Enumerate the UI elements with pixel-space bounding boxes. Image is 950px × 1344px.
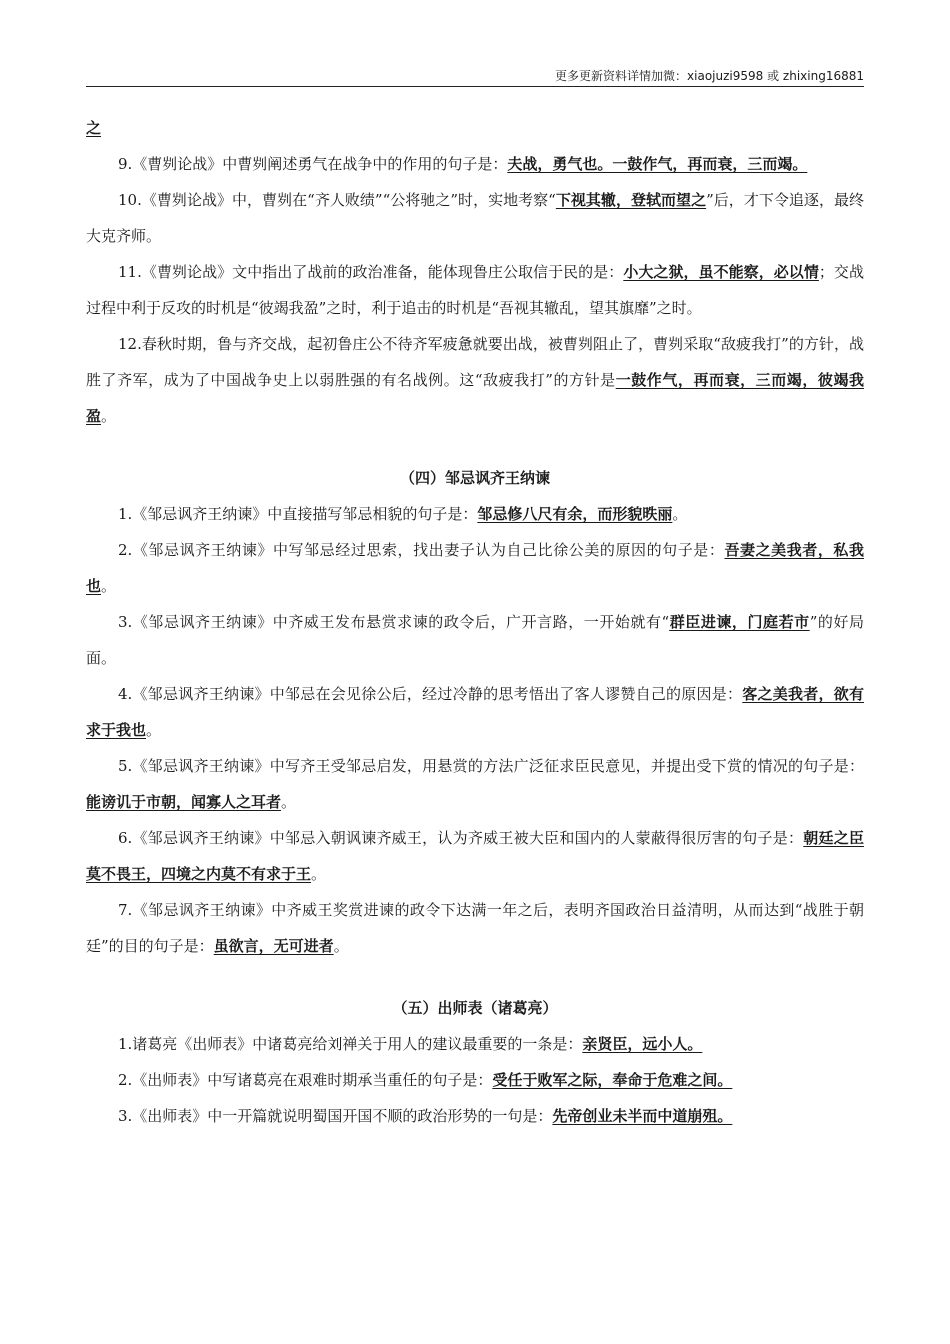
answer-text: 能谤讥于市朝，闻寡人之耳者 [86, 793, 282, 811]
answer-text: 虽欲言，无可进者 [213, 937, 334, 955]
question-item [86, 182, 864, 254]
question-text: 2.《邹忌讽齐王纳谏》中写邹忌经过思索，找出妻子认为自己比徐公美的原因的句子是： [118, 541, 725, 559]
question-text: 11.《曹刿论战》文中指出了战前的政治准备，能体现鲁庄公取信于民的是： [118, 263, 624, 281]
question-item [86, 1098, 864, 1134]
question-item [86, 748, 864, 820]
question-text: 10.《曹刿论战》中，曹刿在“齐人败绩”“公将驰之”时，实地考察“ [118, 191, 556, 209]
question-text: 12.春秋时期，鲁与齐交战，起初鲁庄公不待齐军疲惫就要出战，被曹刿阻止了，曹刿采取“敌疲我打”的方针，战胜了齐军，成为了中国战争史上以弱胜强的有名战例。这“敌疲我打”的方针是 [86, 335, 864, 389]
question-text: 1.《邹忌讽齐王纳谏》中直接描写邹忌相貌的句子是： [118, 505, 478, 523]
page-header [86, 68, 864, 87]
question-text-tail: 。 [311, 865, 327, 883]
question-text: 7.《邹忌讽齐王纳谏》中齐威王奖赏进谏的政令下达满一年之后，表明齐国政治日益清明，从而达到“战胜于朝廷”的目的句子是： [86, 901, 864, 955]
question-text-tail: ”后，才下令追逐，最终大克齐师。 [86, 191, 864, 245]
question-item [86, 326, 864, 434]
question-item [86, 110, 864, 146]
question-text-tail: 。 [146, 721, 162, 739]
answer-text: 受任于败军之际，奉命于危难之间。 [492, 1071, 733, 1089]
zouji-items [86, 496, 864, 964]
question-item [86, 820, 864, 892]
question-text-tail: ”的好局面。 [86, 613, 865, 667]
answer-text: 之 [86, 119, 102, 137]
answer-text: 夫战，勇气也。一鼓作气，再而衰，三而竭。 [507, 155, 808, 173]
question-text-tail: 。 [672, 505, 688, 523]
header-contact-text: 更多更新资料详情加微：xiaojuzi9598 或 zhixing16881 [555, 69, 864, 83]
answer-text: 吾妻之美我者，私我也 [86, 541, 864, 595]
question-text: 9.《曹刿论战》中曹刿阐述勇气在战争中的作用的句子是： [118, 155, 508, 173]
question-text-tail: 。 [281, 793, 297, 811]
question-text: 3.《出师表》中一开篇就说明蜀国开国不顺的政治形势的一句是： [118, 1107, 553, 1125]
question-text-tail: ；交战过程中利于反攻的时机是“彼竭我盈”之时，利于追击的时机是“吾视其辙乱，望其旗靡”之时。 [86, 263, 864, 317]
answer-text: 朝廷之臣莫不畏王，四境之内莫不有求于王 [86, 829, 864, 883]
section-title-zouji: （四）邹忌讽齐王纳谏 [399, 469, 550, 487]
answer-text: 群臣进谏，门庭若市 [669, 613, 810, 631]
question-text: 3.《邹忌讽齐王纳谏》中齐威王发布悬赏求谏的政令后，广开言路，一开始就有“ [118, 613, 670, 631]
question-item [86, 604, 864, 676]
question-item [86, 496, 864, 532]
question-item [86, 1062, 864, 1098]
answer-text: 亲贤臣，远小人。 [582, 1035, 703, 1053]
cao-gui-items [86, 110, 864, 434]
answer-text: 客之美我者，欲有求于我也 [86, 685, 864, 739]
question-item [86, 532, 864, 604]
document-body [86, 110, 864, 1134]
answer-text: 邹忌修八尺有余，而形貌昳丽 [477, 505, 673, 523]
question-text-tail: 。 [101, 577, 117, 595]
question-item [86, 1026, 864, 1062]
question-text: 2.《出师表》中写诸葛亮在艰难时期承当重任的句子是： [118, 1071, 493, 1089]
question-item [86, 892, 864, 964]
answer-text: 一鼓作气，再而衰，三而竭，彼竭我盈 [86, 371, 864, 425]
question-item [86, 254, 864, 326]
question-text: 5.《邹忌讽齐王纳谏》中写齐王受邹忌启发，用悬赏的方法广泛征求臣民意见，并提出受下赏的情况的句子是： [118, 757, 864, 775]
question-text: 1.诸葛亮《出师表》中诸葛亮给刘禅关于用人的建议最重要的一条是： [118, 1035, 583, 1053]
answer-text: 下视其辙，登轼而望之 [555, 191, 707, 209]
question-text-tail: 。 [333, 937, 349, 955]
chushibiao-items [86, 1026, 864, 1134]
section-title-chushibiao: （五）出师表（诸葛亮） [392, 999, 558, 1017]
question-item [86, 676, 864, 748]
answer-text: 小大之狱，虽不能察，必以情 [623, 263, 819, 281]
question-item [86, 146, 864, 182]
question-text-tail: 。 [101, 407, 117, 425]
answer-text: 先帝创业未半而中道崩殂。 [552, 1107, 733, 1125]
question-text: 4.《邹忌讽齐王纳谏》中邹忌在会见徐公后，经过冷静的思考悟出了客人谬赞自己的原因是： [118, 685, 743, 703]
question-text: 6.《邹忌讽齐王纳谏》中邹忌入朝讽谏齐威王，认为齐威王被大臣和国内的人蒙蔽得很厉害的句子是： [118, 829, 804, 847]
